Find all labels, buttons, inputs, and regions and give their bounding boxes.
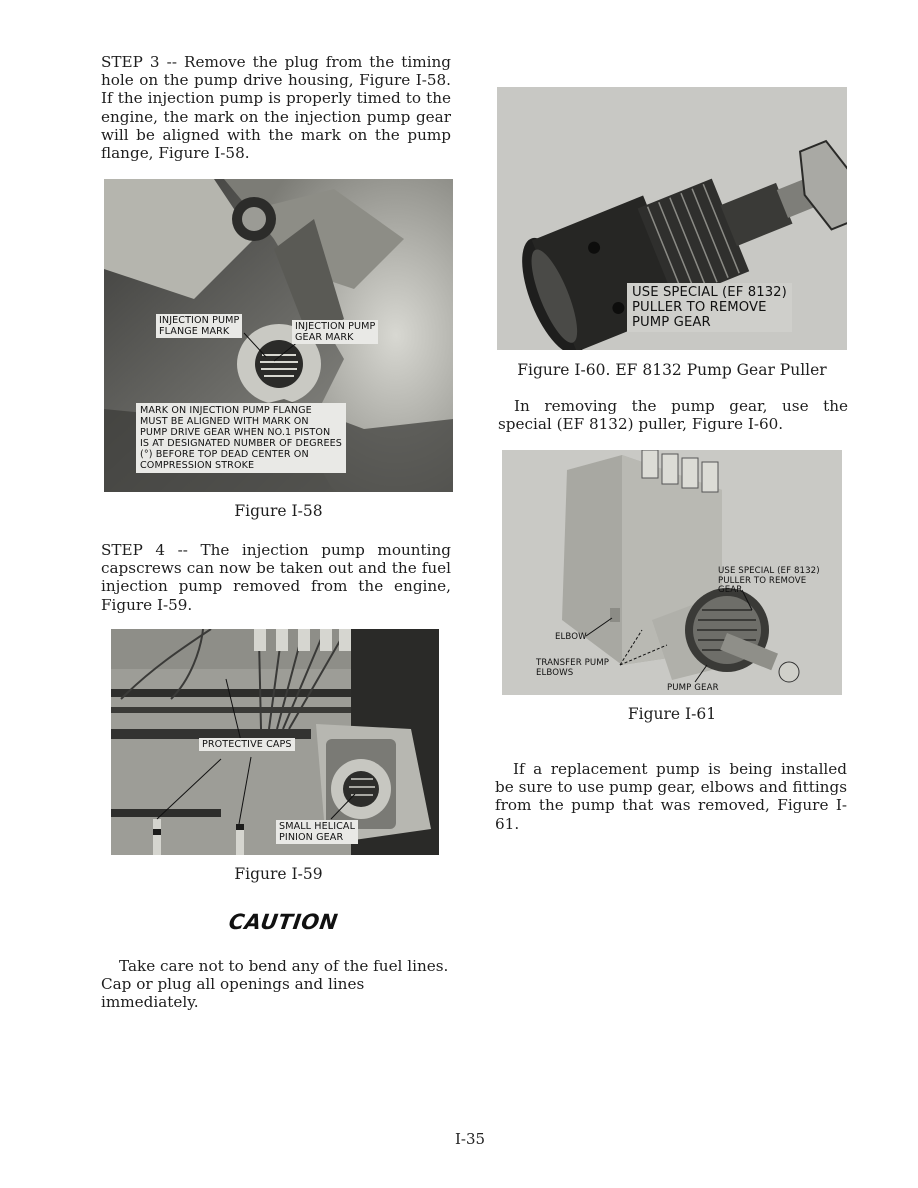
protective-caps-label: PROTECTIVE CAPS [199, 738, 295, 751]
figure-60-photo [497, 87, 847, 350]
alignment-note-label: MARK ON INJECTION PUMP FLANGE MUST BE ALIGNED WITH MARK ON PUMP DRIVE GEAR WHEN NO.1 PISTON IS AT DESIGNATED NUMBER OF DEGREES (°) BEFORE TOP DEAD CENTER ON COMPRESSION STROKE [136, 403, 346, 473]
figure-58-photo [104, 179, 453, 492]
caution-paragraph [101, 957, 463, 1012]
step-3-text: STEP 3 -- Remove the plug from the timing hole on the pump drive housing, Figure I-58. If the injection pump is properly timed to the engine, the mark on the injection pump gear will be aligned with the mark on the pump flange, Figure I-58. [101, 53, 451, 163]
figure-59-photo [111, 629, 439, 855]
figure-61-photo [502, 450, 842, 695]
pinion-gear-label: SMALL HELICAL PINION GEAR [276, 820, 358, 844]
elbow-label: ELBOW [555, 632, 587, 642]
caution-heading: CAUTION [227, 910, 340, 934]
removing-paragraph [498, 397, 848, 433]
puller-note-label: USE SPECIAL (EF 8132) PULLER TO REMOVE PUMP GEAR [627, 283, 792, 332]
step-4-text: STEP 4 -- The injection pump mounting capscrews can now be taken out and the fuel injection pump removed from the engine, Figure I-59. [101, 541, 451, 614]
removing-text: In removing the pump gear, use the special (EF 8132) puller, Figure I-60. [498, 397, 848, 434]
figure-60-caption: Figure I-60. EF 8132 Pump Gear Puller [517, 361, 827, 379]
figure-59-caption: Figure I-59 [234, 865, 323, 883]
flange-mark-label: INJECTION PUMP FLANGE MARK [156, 314, 242, 338]
figure-61-caption: Figure I-61 [627, 705, 717, 723]
gear-mark-label: INJECTION PUMP GEAR MARK [292, 320, 378, 344]
puller-gear-label: USE SPECIAL (EF 8132) PULLER TO REMOVE GEAR [718, 566, 820, 595]
transfer-pump-elbows-label: TRANSFER PUMP ELBOWS [536, 658, 610, 678]
replacement-text: If a replacement pump is being installed be sure to use pump gear, elbows and fittings from the pump that was removed, Figure I-61. [495, 760, 847, 833]
replacement-paragraph [495, 760, 847, 833]
step-3-paragraph [101, 53, 451, 162]
figure-58-caption: Figure I-58 [234, 502, 323, 520]
page-number: I-35 [455, 1130, 486, 1148]
step-4-paragraph [101, 541, 451, 614]
caution-text: Take care not to bend any of the fuel lines. Cap or plug all openings and lines immediately. [101, 957, 449, 1012]
pump-gear-label: PUMP GEAR [667, 683, 719, 693]
